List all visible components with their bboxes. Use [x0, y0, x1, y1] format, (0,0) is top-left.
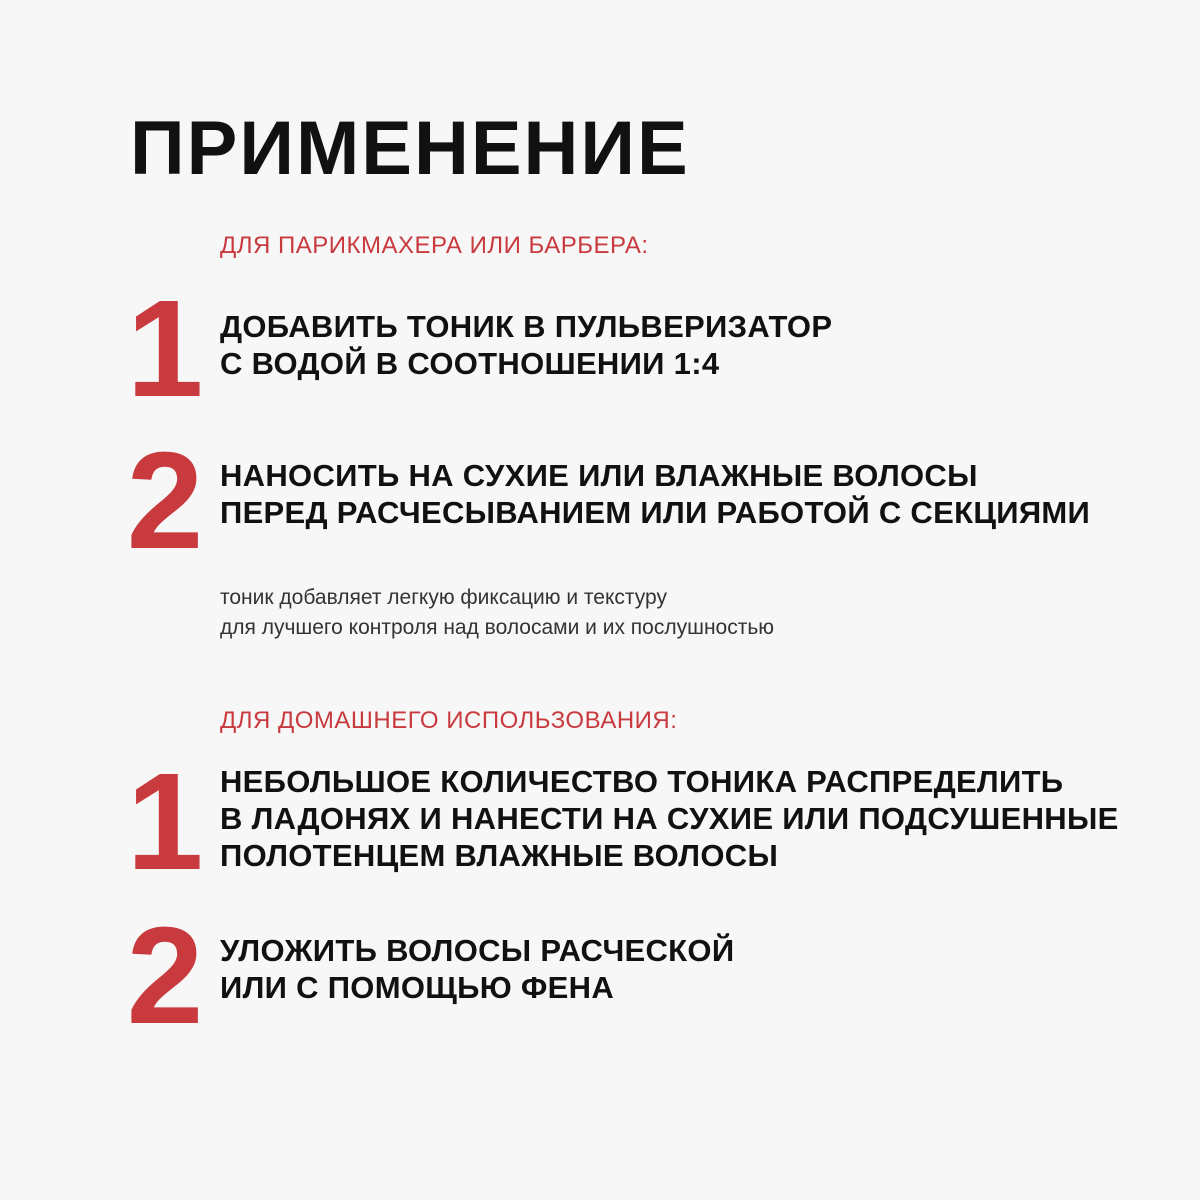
step-text: [220, 457, 1120, 531]
note-line: для лучшего контроля над волосами и их послушностью: [220, 616, 775, 639]
step-text-line: НЕБОЛЬШОЕ КОЛИЧЕСТВО ТОНИКА РАСПРЕДЕЛИТЬ: [220, 764, 1064, 799]
note-text: [220, 583, 1120, 643]
step-text: [220, 932, 1120, 1006]
step-text-line: ДОБАВИТЬ ТОНИК В ПУЛЬВЕРИЗАТОР: [220, 309, 833, 344]
step-text-line: С ВОДОЙ В СООТНОШЕНИИ 1:4: [220, 346, 720, 381]
page-title: ПРИМЕНЕНИЕ: [130, 106, 690, 191]
step-text-line: ИЛИ С ПОМОЩЬЮ ФЕНА: [220, 970, 615, 1005]
step-text: [220, 308, 1120, 382]
step-text-line: ПОЛОТЕНЦЕМ ВЛАЖНЫЕ ВОЛОСЫ: [220, 838, 779, 873]
step-text-line: НАНОСИТЬ НА СУХИЕ ИЛИ ВЛАЖНЫЕ ВОЛОСЫ: [220, 458, 978, 493]
step-text-line: УЛОЖИТЬ ВОЛОСЫ РАСЧЕСКОЙ: [220, 933, 735, 968]
step-number-1: 1: [126, 272, 204, 426]
step-text-line: ПЕРЕД РАСЧЕСЫВАНИЕМ ИЛИ РАБОТОЙ С СЕКЦИЯМИ: [220, 495, 1091, 530]
section-heading-professional: ДЛЯ ПАРИКМАХЕРА ИЛИ БАРБЕРА:: [220, 232, 649, 259]
step-number-1: 1: [126, 745, 204, 899]
step-text-line: В ЛАДОНЯХ И НАНЕСТИ НА СУХИЕ ИЛИ ПОДСУШЕННЫЕ: [220, 801, 1119, 836]
note-line: тоник добавляет легкую фиксацию и текстуру: [220, 586, 667, 609]
step-text: [220, 763, 1120, 874]
step-number-2: 2: [126, 899, 204, 1053]
step-number-2: 2: [126, 424, 204, 578]
section-heading-home: ДЛЯ ДОМАШНЕГО ИСПОЛЬЗОВАНИЯ:: [220, 707, 678, 734]
